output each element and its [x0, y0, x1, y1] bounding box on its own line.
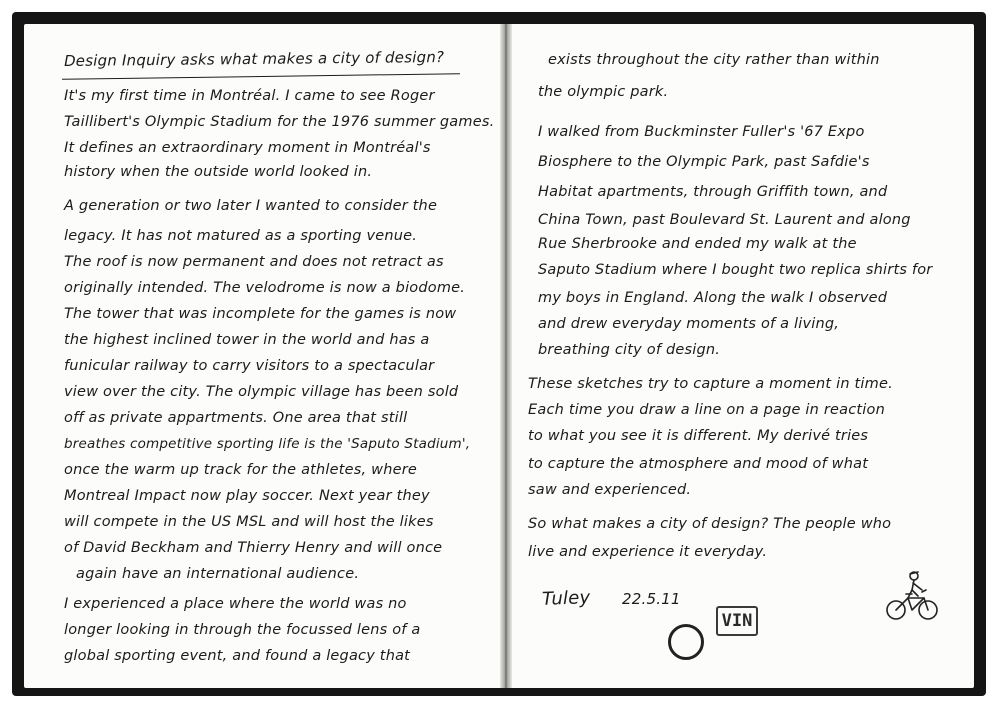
right-line: exists throughout the city rather than within — [548, 52, 880, 68]
right-line: breathing city of design. — [538, 342, 721, 358]
right-line: to capture the atmosphere and mood of what — [528, 456, 869, 472]
right-line: These sketches try to capture a moment in time. — [528, 376, 893, 392]
left-line: again have an international audience. — [76, 566, 360, 582]
right-line: Biosphere to the Olympic Park, past Safdie's — [538, 154, 870, 170]
left-line: history when the outside world looked in. — [64, 164, 373, 180]
right-line: Habitat apartments, through Griffith town, and — [538, 184, 888, 200]
signature: Tuley — [541, 587, 591, 610]
right-line: Each time you draw a line on a page in reaction — [528, 402, 885, 418]
date: 22.5.11 — [622, 590, 681, 608]
left-line: The tower that was incomplete for the games is now — [64, 306, 457, 322]
left-line: originally intended. The velodrome is now a biodome. — [64, 280, 466, 296]
left-line: of David Beckham and Thierry Henry and will once — [64, 540, 443, 556]
right-line: So what makes a city of design? The people who — [528, 516, 892, 532]
left-line: view over the city. The olympic village has been sold — [64, 384, 459, 400]
right-line: and drew everyday moments of a living, — [538, 316, 840, 332]
left-line: off as private appartments. One area that still — [64, 410, 408, 426]
notebook-gutter — [500, 24, 512, 688]
left-line: I experienced a place where the world was no — [64, 596, 407, 612]
left-line: longer looking in through the focussed lens of a — [64, 622, 421, 638]
left-line: Montreal Impact now play soccer. Next year they — [64, 488, 430, 504]
circle-stamp — [668, 624, 704, 660]
left-line: It's my first time in Montréal. I came to see Roger — [64, 88, 435, 104]
left-line: The roof is now permanent and does not retract as — [64, 254, 444, 270]
left-line: the highest inclined tower in the world and has a — [64, 332, 430, 348]
right-line: the olympic park. — [538, 84, 669, 100]
left-line: once the warm up track for the athletes, where — [64, 462, 418, 478]
right-line: live and experience it everyday. — [528, 544, 768, 560]
left-line: legacy. It has not matured as a sporting venue. — [64, 228, 418, 244]
right-line: saw and experienced. — [528, 482, 692, 498]
cyclist-sketch-icon — [884, 568, 942, 626]
left-line: funicular railway to carry visitors to a spectacular — [64, 358, 435, 374]
right-line: China Town, past Boulevard St. Laurent and along — [538, 212, 911, 228]
right-line: Saputo Stadium where I bought two replica shirts for — [538, 262, 933, 278]
right-line: my boys in England. Along the walk I observed — [538, 290, 888, 306]
right-line: Rue Sherbrooke and ended my walk at the — [538, 236, 857, 252]
left-line: It defines an extraordinary moment in Montréal's — [64, 140, 431, 156]
page-title: Design Inquiry asks what makes a city of design? — [63, 48, 445, 70]
left-line: breathes competitive sporting life is the 'Saputo Stadium', — [64, 436, 471, 452]
vin-stamp: VIN — [716, 606, 758, 636]
left-line: A generation or two later I wanted to consider the — [64, 198, 438, 214]
right-line: to what you see it is different. My derivé tries — [528, 428, 869, 444]
right-line: I walked from Buckminster Fuller's '67 Expo — [538, 124, 865, 140]
left-line: Taillibert's Olympic Stadium for the 1976 summer games. — [64, 114, 495, 130]
left-line: global sporting event, and found a legacy that — [64, 648, 411, 664]
left-line: will compete in the US MSL and will host the likes — [64, 514, 434, 530]
